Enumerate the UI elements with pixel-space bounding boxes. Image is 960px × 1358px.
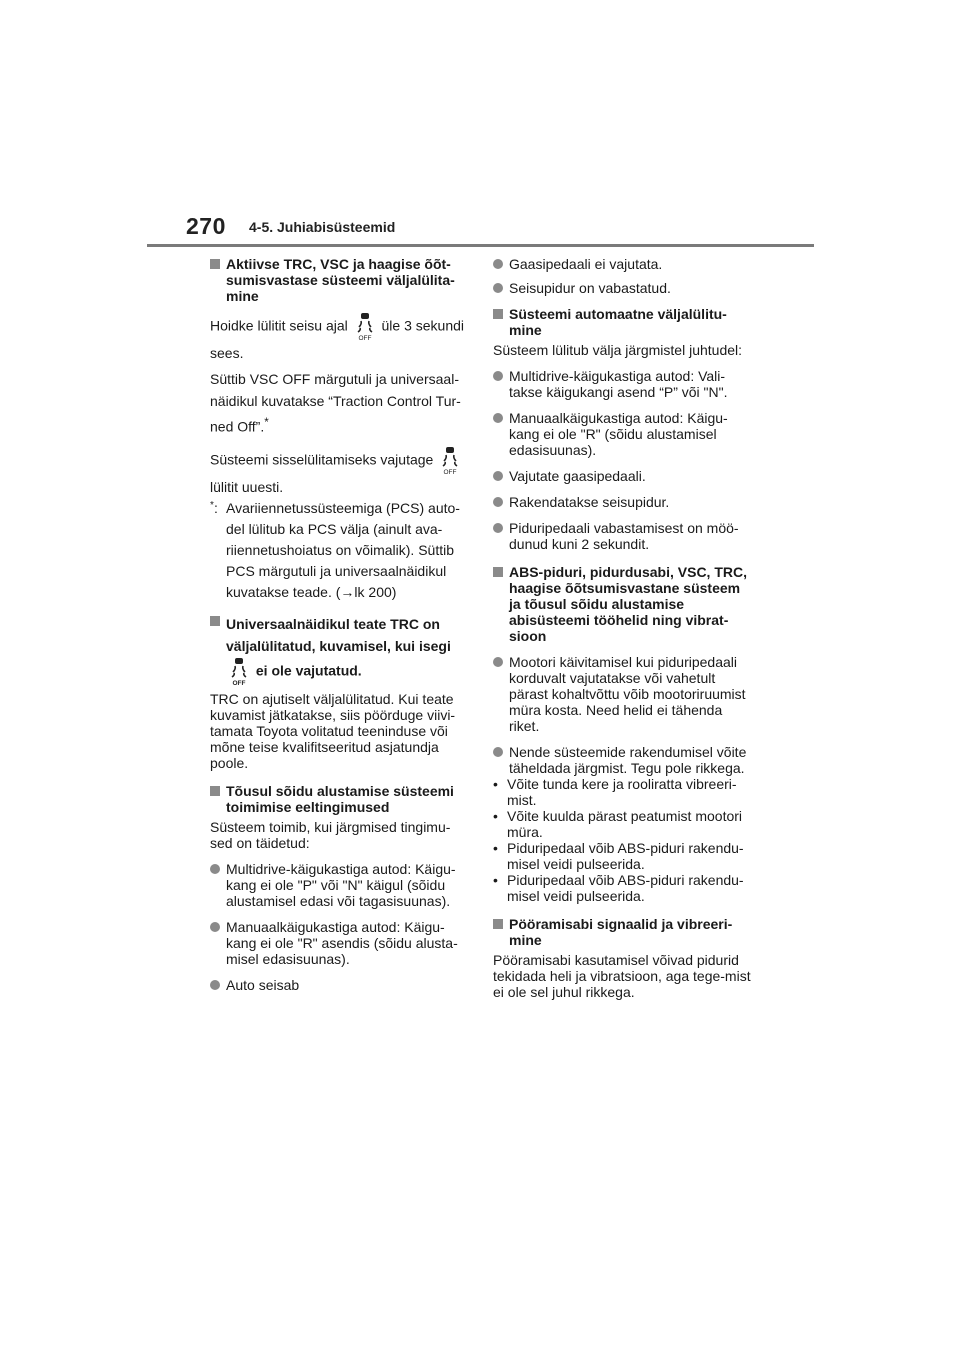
square-bullet-icon	[210, 786, 220, 796]
round-bullet-icon	[493, 657, 503, 667]
heading-auto-off: Süsteemi automaatne väljalülitu-mine	[493, 306, 751, 338]
list-item: Rakendatakse seisupidur.	[493, 494, 751, 510]
round-bullet-icon	[210, 980, 220, 990]
square-bullet-icon	[493, 919, 503, 929]
round-bullet-icon	[493, 283, 503, 293]
heading-hill-start-conditions: Tõusul sõidu alustamise süsteemi toimimise eeltingimused	[210, 783, 468, 815]
page-number: 270	[186, 213, 226, 239]
vsc-off-switch-icon	[229, 657, 249, 687]
paragraph-turn-assist: Pööramisabi kasutamisel võivad pidurid tekidada heli ja vibratsioon, aga tege-mist ei ole sel juhul rikkega.	[493, 952, 751, 1000]
list-item: Seisupidur on vabastatud.	[493, 280, 751, 296]
round-bullet-icon	[493, 371, 503, 381]
svg-text:OFF: OFF	[358, 335, 372, 342]
round-bullet-icon	[493, 523, 503, 533]
list-item: Multidrive-käigukastiga autod: Vali-takse käigukangi asend “P” või "N".	[493, 368, 751, 400]
list-item: Multidrive-käigukastiga autod: Käigu-kang ei ole "P" või "N" käigul (sõidu alustamisel edasi või tagasisuunas).	[210, 861, 468, 909]
vsc-off-switch-icon	[355, 312, 375, 342]
square-bullet-icon	[493, 567, 503, 577]
header-divider	[147, 244, 814, 247]
paragraph-conditions-intro: Süsteem toimib, kui järgmised tingimu-sed on täidetud:	[210, 818, 451, 851]
round-bullet-icon	[493, 471, 503, 481]
heading-operating-sounds: ABS-piduri, pidurdusabi, VSC, TRC, haagise õõtsumisvastane süsteem ja tõusul sõidu alustamise abisüsteemi tööhelid ning vibrat-sioon	[493, 564, 751, 644]
paragraph-hold-switch: Hoidke lülitit seisu ajal OFF üle 3 sekundi sees.	[210, 312, 468, 364]
round-bullet-icon	[210, 864, 220, 874]
heading-turn-assist: Pööramisabi signaalid ja vibreeri-mine	[493, 916, 751, 948]
paragraph-auto-off-intro: Süsteem lülitub välja järgmistel juhtudel:	[493, 342, 743, 358]
paragraph-vsc-off-message: Süttib VSC OFF märgutuli ja universaal-näidikul kuvatakse “Traction Control Tur-ned Off”.*	[210, 371, 461, 435]
list-item: Piduripedaali vabastamisest on möö-dunud kuni 2 sekundit.	[493, 520, 751, 552]
list-item: Manuaalkäigukastiga autod: Käigu-kang ei ole "R" asendis (sõidu alusta-misel edasisuunas).	[210, 919, 468, 967]
round-bullet-icon	[493, 259, 503, 269]
heading-trc-vsc-off: Aktiivse TRC, VSC ja haagise õõt-sumisvastase süsteemi väljalülita-mine	[210, 256, 468, 304]
list-item: Gaasipedaali ei vajutata.	[493, 256, 751, 272]
paragraph-trc-temporarily-off: TRC on ajutiselt väljalülitatud. Kui teate kuvamist jätkatakse, siis pöörduge viivi-tamata Toyota volitatud teeninduse või mõne teise kvalifitseeritud asjatundja poole.	[210, 690, 456, 771]
round-bullet-icon	[493, 747, 503, 757]
list-item: Manuaalkäigukastiga autod: Käigu-kang ei ole "R" (sõidu alustamisel edasisuunas).	[493, 410, 751, 458]
paragraph-turn-on: Süsteemi sisselülitamiseks vajutage OFF lülitit uuesti.	[210, 446, 468, 498]
vsc-off-switch-icon	[440, 446, 460, 476]
round-bullet-icon	[493, 413, 503, 423]
svg-text:OFF: OFF	[443, 468, 457, 476]
dash-item: • Võite kuulda pärast peatumist mootori müra.	[493, 808, 743, 840]
square-bullet-icon	[210, 616, 220, 626]
dash-item: • Piduripedaal võib ABS-piduri rakendu-misel veidi pulseerida.	[493, 840, 744, 872]
svg-text:OFF: OFF	[232, 679, 246, 687]
arrow-ref-icon: →	[340, 583, 355, 600]
round-bullet-icon	[210, 922, 220, 932]
section-title: 4-5. Juhiabisüsteemid	[249, 219, 396, 235]
left-column	[210, 256, 468, 993]
list-item: Auto seisab	[210, 977, 468, 993]
list-item: Nende süsteemide rakendumisel võite täheldada järgmist. Tegu pole rikkega.	[493, 744, 751, 776]
heading-trc-off-message: Universaalnäidikul teate TRC on väljalülitatud, kuvamisel, kui isegi OFF ei ole vajutatud.	[210, 613, 468, 687]
dash-item: • Võite tunda kere ja rooliratta vibreeri-mist.	[493, 776, 737, 808]
square-bullet-icon	[210, 259, 220, 269]
round-bullet-icon	[493, 497, 503, 507]
list-item: Mootori käivitamisel kui piduripedaali korduvalt vajutatakse või vahetult pärast kohaltvõttu võib mootoriruumist müra kosta. Need helid ei tähenda riket.	[493, 654, 751, 734]
footnote-pcs: * : Avariiennetussüsteemiga (PCS) auto-del lülitub ka PCS välja (ainult ava-riiennetushoiatus on võimalik). Süttib PCS märgutuli ja universaalnäidikul kuvatakse teade. (→lk 200)	[210, 499, 460, 600]
list-item: Vajutate gaasipedaali.	[493, 468, 751, 484]
dash-item: • Piduripedaal võib ABS-piduri rakendu-misel veidi pulseerida.	[493, 872, 744, 904]
square-bullet-icon	[493, 309, 503, 319]
right-column	[493, 256, 751, 1000]
